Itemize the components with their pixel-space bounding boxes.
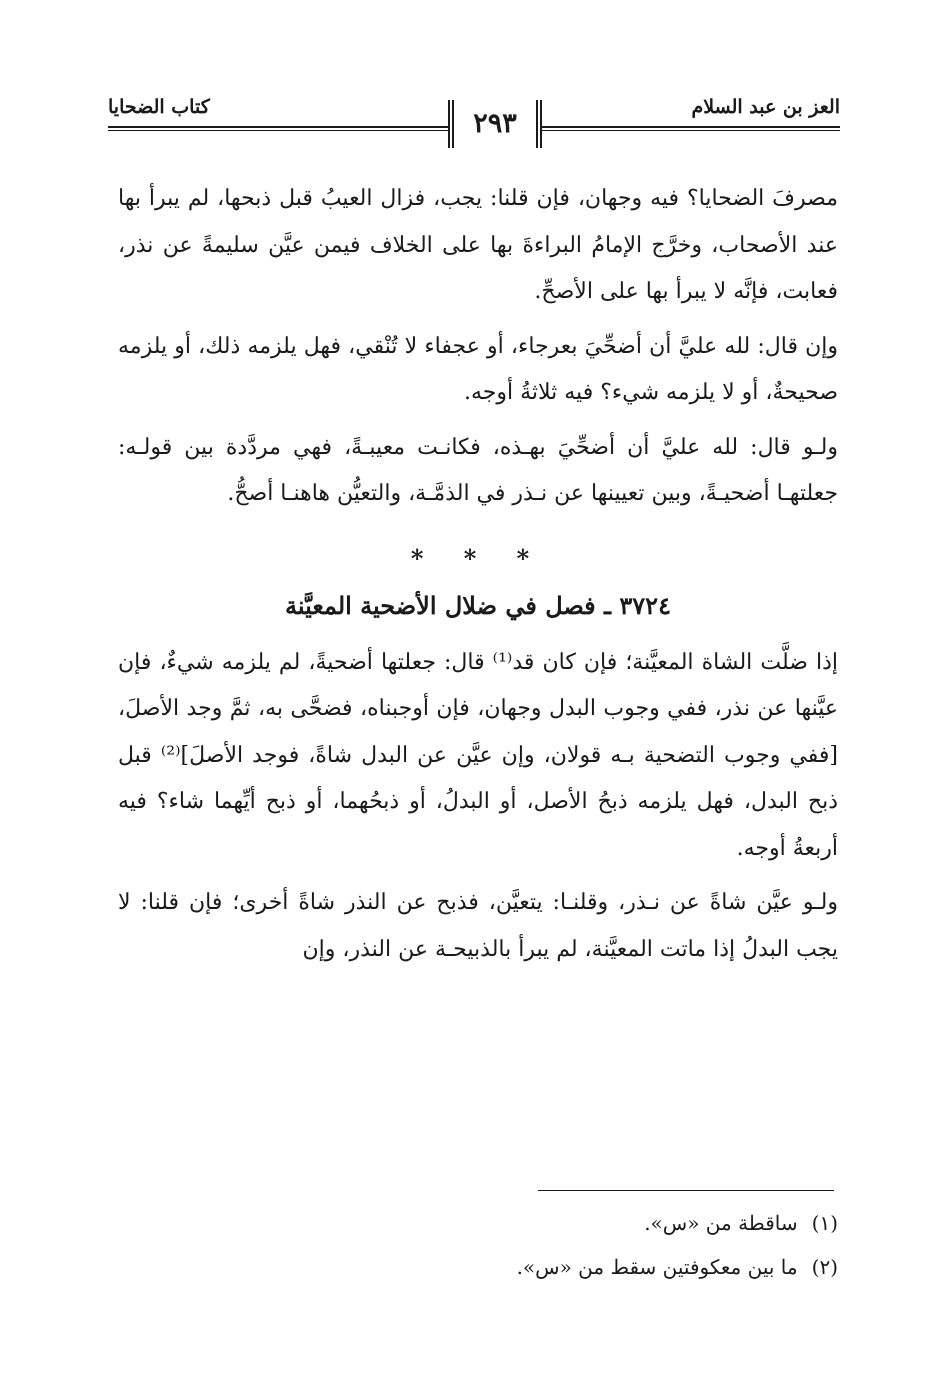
footnotes <box>118 1208 838 1296</box>
page-number: ٢٩٣ <box>448 100 542 148</box>
paragraph: مصرفَ الضحايا؟ فيه وجهان، فإن قلنا: يجب، فزال العيبُ قبل ذبحها، لم يبرأ بها عند الأصحاب، وخرَّج الإمامُ البراءةَ بها على الخلاف فيمن عيَّن سليمةً عن نذر، فعابت، فإنَّه لا يبرأ بها على الأصحِّ. <box>118 186 838 304</box>
header-book-title: كتاب الضحايا <box>108 96 210 118</box>
paragraph: إذا ضلَّت الشاة المعيَّنة؛ فإن كان قد⁽¹⁾ قال: جعلتها أضحيةً، لم يلزمه شيءٌ، فإن عيَّنها عن نذر، ففي وجوب البدل وجهان، فإن أوجبناه، فضحَّى به، ثمَّ وجد الأصلَ، [ففي وجوب التضحية بـه قولان، وإن عيَّن عن البدل شاةً، فوجد الأصلَ]⁽²⁾ قبل ذبح البدل، فهل يلزمه ذبحُ الأصل، أو البدلُ، أو ذبحُهما، أو ذبح أيِّهما شاء؟ فيه أربعةُ أوجه. <box>118 649 838 861</box>
header-author: العز بن عبد السلام <box>691 96 840 118</box>
footnote-text: ساقطة من «س». <box>644 1211 798 1235</box>
paragraph: وإن قال: لله عليَّ أن أضحِّيَ بعرجاء، أو عجفاء لا تُنْقي، فهل يلزمه ذلك، أو يلزمه صحيحةٌ، أو لا يلزمه شيء؟ فيه ثلاثةُ أوجه. <box>118 333 838 405</box>
footnote-rule <box>538 1190 834 1191</box>
footnote-number: (١) <box>811 1211 838 1235</box>
page-header <box>108 88 840 160</box>
footnote <box>118 1208 838 1238</box>
footnote <box>118 1252 838 1282</box>
footnote-text: ما بين معكوفتين سقط من «س». <box>516 1255 798 1279</box>
footnote-number: (٢) <box>811 1255 838 1279</box>
main-text <box>118 176 838 973</box>
section-heading: ٣٧٢٤ ـ فصل في ضلال الأضحية المعيَّنة <box>285 590 671 620</box>
paragraph: ولـو قال: لله عليَّ أن أضحِّيَ بهـذه، فكانـت معيبـةً، فهي مردَّدة بين قولـه: جعلتهـا أضحيـةً، وبين تعيينها عن نـذر في الذمَّـة، والتعيُّن هاهنـا أصحُّ. <box>118 434 838 506</box>
section-separator: * * * <box>410 543 546 573</box>
paragraph: ولـو عيَّن شاةً عن نـذر، وقلنـا: يتعيَّن، فذبح عن النذر شاةً أخرى؛ فإن قلنا: لا يجب البدلُ إذا ماتت المعيَّنة، لم يبرأ بالذبيحـة عن النذر، وإن <box>118 890 838 962</box>
